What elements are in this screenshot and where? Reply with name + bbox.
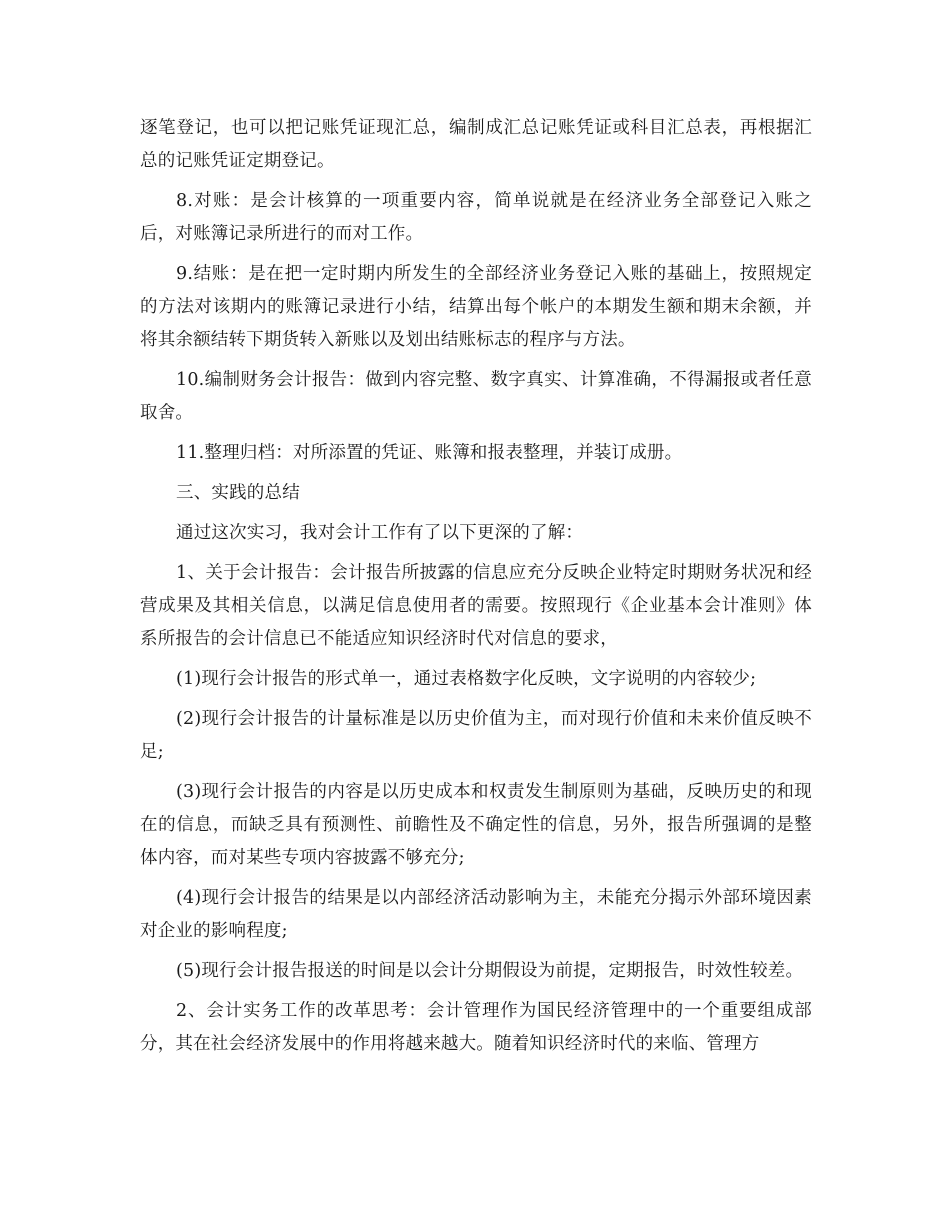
paragraph-12: (4)现行会计报告的结果是以内部经济活动影响为主，未能充分揭示外部环境因素对企业的影响程度;: [140, 888, 812, 941]
paragraph-3: 9.结账：是在把一定时期内所发生的全部经济业务登记入账的基础上，按照规定的方法对该期内的账簿记录进行小结，结算出每个帐户的本期发生额和期末余额，并将其余额结转下期货转入新账以及划出结账标志的程序与方法。: [140, 264, 812, 350]
paragraph-10: (2)现行会计报告的计量标准是以历史价值为主，而对现行价值和未来价值反映不足;: [140, 709, 812, 762]
paragraph-7: 通过这次实习，我对会计工作有了以下更深的了解：: [176, 523, 584, 543]
section-heading: 三、实践的总结: [176, 483, 300, 503]
paragraph-13: (5)现行会计报告报送的时间是以会计分期假设为前提，定期报告，时效性较差。: [176, 961, 804, 981]
paragraph-5: 11.整理归档：对所添置的凭证、账簿和报表整理，并装订成册。: [176, 443, 683, 463]
document-body: [140, 112, 812, 1068]
paragraph-8: 1、关于会计报告：会计报告所披露的信息应充分反映企业特定时期财务状况和经营成果及其相关信息，以满足信息使用者的需要。按照现行《企业基本会计准则》体系所报告的会计信息已不能适应知识经济时代对信息的要求，: [140, 563, 812, 649]
paragraph-4: 10.编制财务会计报告：做到内容完整、数字真实、计算准确，不得漏报或者任意取舍。: [140, 370, 812, 423]
paragraph-1: 逐笔登记，也可以把记账凭证现汇总，编制成汇总记账凭证或科目汇总表，再根据汇总的记账凭证定期登记。: [140, 118, 812, 171]
paragraph-9: (1)现行会计报告的形式单一，通过表格数字化反映，文字说明的内容较少;: [176, 669, 757, 689]
paragraph-14: 2、会计实务工作的改革思考：会计管理作为国民经济管理中的一个重要组成部分，其在社会经济发展中的作用将越来越大。随着知识经济时代的来临、管理方: [140, 1001, 812, 1054]
paragraph-2: 8.对账：是会计核算的一项重要内容，简单说就是在经济业务全部登记入账之后，对账簿记录所进行的而对工作。: [140, 191, 812, 244]
paragraph-11: (3)现行会计报告的内容是以历史成本和权责发生制原则为基础，反映历史的和现在的信息，而缺乏具有预测性、前瞻性及不确定性的信息，另外，报告所强调的是整体内容，而对某些专项内容披露不够充分;: [140, 782, 812, 868]
